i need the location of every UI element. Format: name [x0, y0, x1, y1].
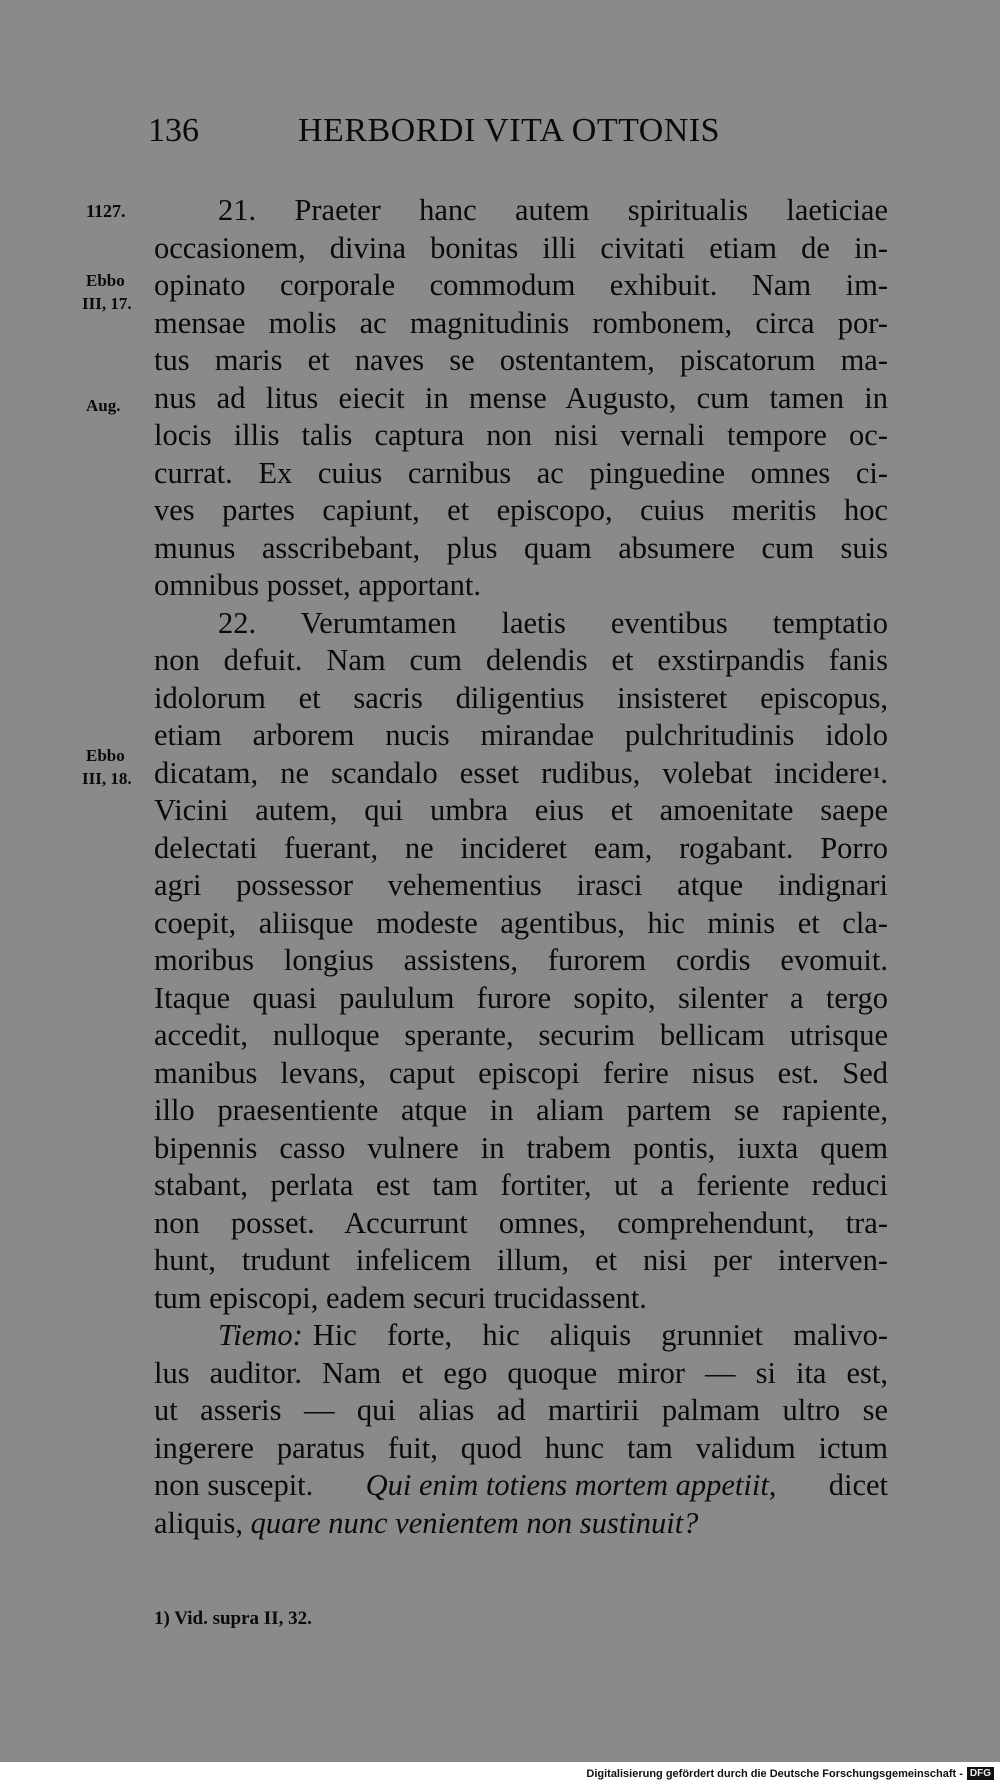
page-number: 136	[148, 112, 199, 149]
line-end-period: .	[880, 755, 888, 790]
text-line: agri possessor vehementius irasci atque indignari	[154, 868, 888, 902]
dfg-logo: DFG	[967, 1767, 994, 1780]
text-line: nus ad litus eiecit in mense Augusto, cum tamen in	[154, 380, 888, 415]
text-line: munus asscribebant, plus quam absumere cum suis	[154, 530, 888, 565]
text-line	[154, 1467, 888, 1505]
quote-2: quare nunc venientem non sustinuit?	[250, 1505, 699, 1540]
text-line: illo praesentiente atque in aliam partem se rapiente,	[154, 1093, 888, 1127]
text-line: idolorum et sacris diligentius insisteret episcopus,	[154, 680, 888, 715]
digitization-credit	[586, 1767, 994, 1780]
text-line: opinato corporale commodum exhibuit. Nam im-	[154, 268, 888, 302]
text-line: coepit, aliisque modeste agentibus, hic minis et cla-	[154, 905, 888, 940]
text-line: tum episcopi, eadem securi trucidassent.	[154, 1280, 647, 1315]
text-line: lus auditor. Nam et ego quoque miror — si ita est,	[154, 1355, 888, 1390]
text-line: Vicini autem, qui umbra eius et amoenitate saepe	[154, 793, 888, 827]
text-line	[154, 1505, 888, 1543]
text-line: hunt, trudunt infelicem illum, et nisi per interven-	[154, 1243, 888, 1277]
text-line: delectati fuerant, ne incideret eam, rogabant. Porro	[154, 830, 888, 865]
text-line: 21. Praeter hanc autem spiritualis laeticiae	[218, 193, 888, 227]
text-line-content: dicet	[828, 1468, 888, 1502]
footnote-marker: 1	[872, 764, 881, 782]
text-line-content: aliquis,	[154, 1505, 243, 1540]
margin-note-year: 1127.	[86, 201, 126, 221]
text-line: accedit, nulloque sperante, securim bellicam utrisque	[154, 1018, 888, 1052]
margin-note-ebbo-2-ref: III, 18.	[82, 769, 132, 788]
text-line	[154, 755, 888, 793]
margin-note-ebbo-1-ref: III, 17.	[82, 294, 132, 313]
text-line-content: Hic forte, hic aliquis grunniet malivo-	[312, 1318, 888, 1352]
footnote: 1) Vid. supra II, 32.	[154, 1608, 312, 1629]
text-line-content: non suscepit.	[154, 1468, 314, 1502]
text-line: locis illis talis captura non nisi vernali tempore oc-	[154, 418, 888, 452]
text-line: omnibus posset, apportant.	[154, 568, 481, 602]
margin-note-ebbo-2: Ebbo	[86, 746, 125, 765]
text-line	[154, 1317, 888, 1355]
credit-text: Digitalisierung gefördert durch die Deutsche Forschungsgemeinschaft -	[586, 1767, 963, 1780]
running-title: HERBORDI VITA OTTONIS	[298, 112, 721, 149]
text-line: tus maris et naves se ostentantem, piscatorum ma-	[154, 343, 888, 377]
speaker-tiemo: Tiemo:	[218, 1318, 303, 1352]
text-line: Itaque quasi paululum furore sopito, silenter a tergo	[154, 980, 888, 1015]
text-line: currat. Ex cuius carnibus ac pinguedine omnes ci-	[154, 455, 888, 490]
text-line: etiam arborem nucis mirandae pulchritudinis idolo	[154, 718, 888, 752]
text-line: ingerere paratus fuit, quod hunc tam validum ictum	[154, 1430, 888, 1465]
text-line: moribus longius assistens, furorem cordis evomuit.	[154, 943, 888, 977]
text-line: 22. Verumtamen laetis eventibus temptatio	[218, 605, 888, 640]
text-line: non posset. Accurrunt omnes, comprehendunt, tra-	[154, 1205, 888, 1240]
text-line: mensae molis ac magnitudinis rombonem, circa por-	[154, 305, 888, 340]
text-line: manibus levans, caput episcopi ferire nisus est. Sed	[154, 1055, 888, 1090]
margin-note-aug: Aug.	[86, 396, 121, 415]
text-line: stabant, perlata est tam fortiter, ut a feriente reduci	[154, 1168, 888, 1202]
text-line: ves partes capiunt, et episcopo, cuius meritis hoc	[154, 493, 888, 527]
margin-note-ebbo-1: Ebbo	[86, 271, 125, 290]
text-line-content: dicatam, ne scandalo esset rudibus, volebat incidere	[154, 755, 873, 790]
quote-1: Qui enim totiens mortem appetiit,	[365, 1468, 777, 1502]
body-text	[154, 192, 888, 1542]
text-line: non defuit. Nam cum delendis et exstirpandis fanis	[154, 643, 888, 677]
running-header	[148, 112, 728, 150]
text-line: ut asseris — qui alias ad martirii palmam ultro se	[154, 1393, 888, 1427]
text-line: bipennis casso vulnere in trabem pontis, iuxta quem	[154, 1130, 888, 1165]
text-line: occasionem, divina bonitas illi civitati etiam de in-	[154, 230, 888, 265]
